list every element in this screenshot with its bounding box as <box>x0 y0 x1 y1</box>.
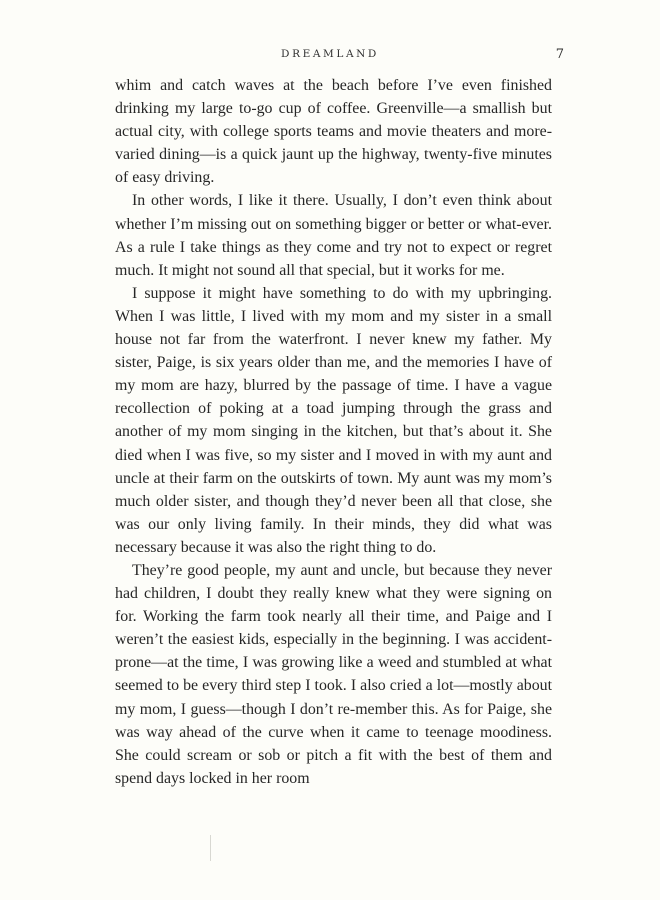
paragraph: In other words, I like it there. Usually, I don’t even think about whether I’m missing out on something bigger or better or what-ever. As a rule I take things as they come and try not to expect or regret much. It might not sound all that special, but it works for me. <box>115 192 552 279</box>
paragraph: They’re good people, my aunt and uncle, but because they never had children, I doubt they really knew what they were signing on for. Working the farm took nearly all their time, and Paige and I weren’t the easiest kids, especially in the beginning. I was accident-prone—at the time, I was growing like a weed and stumbled at what seemed to be every third step I took. I also cried a lot—mostly about my mom, I guess—though I don’t re-member this. As for Paige, she was way ahead of the curve when it came to teenage moodiness. She could scream or sob or pitch a fit with the best of them and spend days locked in her room <box>115 561 552 787</box>
paragraph: whim and catch waves at the beach before I’ve even finished drinking my large to-go cup of coffee. Greenville—a smallish but actual city, with college sports teams and movie theaters and more-varied dining—is a quick jaunt up the highway, twenty-five minutes of easy driving. <box>115 77 552 187</box>
body-text <box>115 74 552 790</box>
paragraph: I suppose it might have something to do with my upbringing. When I was little, I lived with my mom and my sister in a small house not far from the waterfront. I never knew my father. My sister, Paige, is six years older than me, and the memories I have of my mom are hazy, blurred by the passage of time. I have a vague recollection of poking at a toad jumping through the grass and another of my mom singing in the kitchen, but that’s about it. She died when I was five, so my sister and I moved in with my aunt and uncle at their farm on the outskirts of town. My aunt was my mom’s much older sister, and though they’d never been all that close, she was our only living family. In their minds, they did what was necessary because it was also the right thing to do. <box>115 284 552 556</box>
scan-mark <box>210 835 211 861</box>
running-head <box>0 48 660 62</box>
running-title: DREAMLAND <box>281 48 379 60</box>
page-number: 7 <box>555 47 564 62</box>
